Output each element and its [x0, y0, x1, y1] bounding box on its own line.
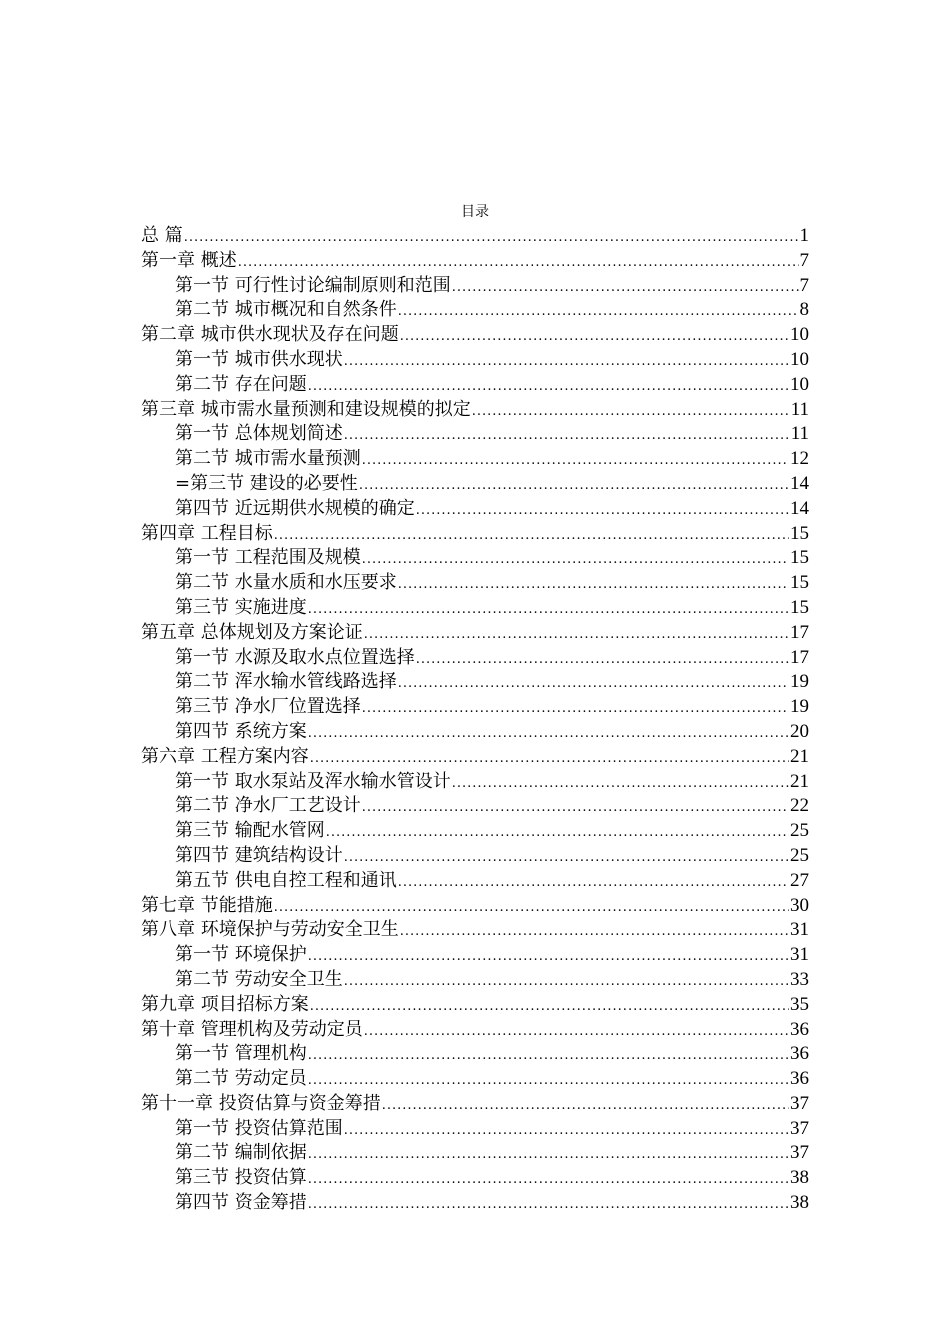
toc-entry[interactable] — [141, 348, 809, 373]
toc-entry[interactable] — [141, 993, 809, 1018]
toc-dot-leader — [452, 276, 799, 299]
toc-entry[interactable] — [141, 571, 809, 596]
toc-entry-title: 第一节 工程范围及规模 — [175, 547, 361, 569]
toc-entry[interactable] — [141, 249, 809, 274]
toc-entry[interactable] — [141, 1018, 809, 1043]
toc-entry-title: 第三章 城市需水量预测和建设规模的拟定 — [141, 398, 471, 420]
toc-dot-leader — [452, 772, 789, 795]
toc-entry-page-number: 35 — [790, 993, 809, 1015]
toc-entry-page-number: 10 — [790, 373, 809, 395]
toc-dot-leader — [362, 548, 789, 571]
toc-entry-page-number: 15 — [790, 596, 809, 618]
toc-dot-leader — [308, 945, 789, 968]
toc-entry-title: 第二节 城市概况和自然条件 — [175, 299, 397, 321]
toc-dot-leader — [362, 697, 789, 720]
toc-entry-page-number: 25 — [790, 820, 809, 842]
toc-entry-title: 第一节 环境保护 — [175, 944, 307, 966]
toc-entry[interactable] — [141, 720, 809, 745]
toc-entry-page-number: 21 — [790, 770, 809, 792]
toc-dot-leader — [308, 598, 789, 621]
toc-entry[interactable] — [141, 298, 809, 323]
toc-dot-leader — [472, 400, 790, 423]
toc-entry-page-number: 7 — [799, 249, 809, 271]
toc-entry-page-number: 7 — [799, 274, 809, 296]
toc-entry-title: 第四节 资金筹措 — [175, 1192, 307, 1214]
toc-dot-leader — [398, 672, 789, 695]
toc-entry-page-number: 25 — [790, 844, 809, 866]
toc-entry-title: 第七章 节能措施 — [141, 894, 273, 916]
toc-entry[interactable] — [141, 943, 809, 968]
toc-entry-page-number: 17 — [790, 621, 809, 643]
toc-entry-title: 第二节 劳动定员 — [175, 1068, 307, 1090]
toc-entry[interactable] — [141, 794, 809, 819]
toc-dot-leader — [362, 796, 789, 819]
toc-entry[interactable] — [141, 695, 809, 720]
toc-entry-title: 第四章 工程目标 — [141, 522, 273, 544]
toc-entry[interactable] — [141, 918, 809, 943]
toc-entry[interactable] — [141, 1141, 809, 1166]
toc-dot-leader — [416, 648, 789, 671]
toc-entry-title: 第二节 存在问题 — [175, 373, 307, 395]
toc-dot-leader — [308, 1143, 789, 1166]
toc-entry-page-number: 36 — [790, 1018, 809, 1040]
toc-dot-leader — [308, 1044, 789, 1067]
toc-entry[interactable] — [141, 224, 809, 249]
toc-title: 目录 — [461, 204, 489, 220]
toc-entry-title: 第一章 概述 — [141, 249, 237, 271]
toc-dot-leader — [359, 474, 789, 497]
toc-entry[interactable] — [141, 1191, 809, 1216]
toc-entry-title: 第二节 编制依据 — [175, 1142, 307, 1164]
toc-entry[interactable] — [141, 621, 809, 646]
toc-dot-leader — [310, 995, 789, 1018]
toc-dot-leader — [382, 1094, 789, 1117]
toc-entry-title: 第三节 实施进度 — [175, 596, 307, 618]
toc-entry-page-number: 10 — [790, 324, 809, 346]
toc-entry-title: 第三节 输配水管网 — [175, 820, 325, 842]
toc-entry-page-number: 19 — [790, 671, 809, 693]
toc-entry-title: 第四节 系统方案 — [175, 720, 307, 742]
toc-entry-page-number: 11 — [790, 398, 809, 420]
toc-entry[interactable] — [141, 497, 809, 522]
toc-entry-title: 第一节 取水泵站及浑水输水管设计 — [175, 770, 451, 792]
toc-entry-page-number: 33 — [790, 968, 809, 990]
toc-entry-title: 第四节 近远期供水规模的确定 — [175, 497, 415, 519]
toc-entry-page-number: 10 — [790, 348, 809, 370]
toc-dot-leader — [364, 623, 789, 646]
toc-entry-page-number: 37 — [790, 1117, 809, 1139]
toc-entry-page-number: 12 — [790, 448, 809, 470]
toc-dot-leader — [326, 821, 789, 844]
toc-entry-page-number: 19 — [790, 696, 809, 718]
toc-entry[interactable] — [141, 770, 809, 795]
toc-entry-title: 第一节 管理机构 — [175, 1043, 307, 1065]
toc-entry-title: 第一节 总体规划简述 — [175, 423, 343, 445]
toc-dot-leader — [308, 1168, 789, 1191]
toc-entry-title: 第三节 净水厂位置选择 — [175, 696, 361, 718]
toc-dot-leader — [274, 896, 789, 919]
toc-entry-title: 第二节 劳动安全卫生 — [175, 968, 343, 990]
toc-list — [141, 224, 809, 1216]
toc-entry[interactable] — [141, 447, 809, 472]
toc-entry-page-number: 17 — [790, 646, 809, 668]
toc-dot-leader — [308, 1193, 789, 1216]
toc-entry-title: 第二章 城市供水现状及存在问题 — [141, 324, 399, 346]
toc-entry[interactable] — [141, 670, 809, 695]
toc-dot-leader — [400, 920, 789, 943]
toc-entry-page-number: 15 — [790, 547, 809, 569]
toc-entry-page-number: 8 — [799, 299, 809, 321]
toc-dot-leader — [398, 300, 799, 323]
toc-dot-leader — [416, 499, 789, 522]
toc-entry-page-number: 36 — [790, 1043, 809, 1065]
toc-entry-title: 第六章 工程方案内容 — [141, 745, 309, 767]
toc-entry-title: 第二节 浑水输水管线路选择 — [175, 671, 397, 693]
toc-entry-title: 第二节 净水厂工艺设计 — [175, 795, 361, 817]
toc-dot-leader — [310, 747, 789, 770]
toc-entry[interactable] — [141, 373, 809, 398]
toc-entry[interactable] — [141, 596, 809, 621]
toc-dot-leader — [238, 251, 799, 274]
toc-entry[interactable] — [141, 745, 809, 770]
toc-entry-title: 第五章 总体规划及方案论证 — [141, 621, 363, 643]
toc-entry[interactable] — [141, 472, 809, 497]
toc-dot-leader — [184, 226, 799, 249]
toc-entry-page-number: 38 — [790, 1192, 809, 1214]
toc-entry-page-number: 37 — [790, 1142, 809, 1164]
toc-entry-title: 第十一章 投资估算与资金筹措 — [141, 1092, 381, 1114]
toc-entry-title: 第九章 项目招标方案 — [141, 993, 309, 1015]
toc-entry-page-number: 20 — [790, 720, 809, 742]
toc-entry-page-number: 38 — [790, 1167, 809, 1189]
toc-dot-leader — [362, 449, 789, 472]
toc-dot-leader — [344, 970, 789, 993]
toc-dot-leader — [364, 1020, 789, 1043]
toc-entry[interactable] — [141, 398, 809, 423]
toc-entry-title: 总 篇 — [141, 225, 183, 246]
toc-dot-leader — [308, 375, 789, 398]
toc-dot-leader — [344, 846, 789, 869]
toc-entry[interactable] — [141, 522, 809, 547]
toc-entry-title: =第三节 建设的必要性 — [175, 472, 358, 494]
toc-entry[interactable] — [141, 819, 809, 844]
toc-entry[interactable] — [141, 274, 809, 299]
toc-dot-leader — [308, 1069, 789, 1092]
toc-dot-leader — [344, 424, 790, 447]
toc-entry-page-number: 21 — [790, 745, 809, 767]
toc-entry-title: 第一节 可行性讨论编制原则和范围 — [175, 274, 451, 296]
toc-entry[interactable] — [141, 1166, 809, 1191]
toc-entry-page-number: 14 — [790, 472, 809, 494]
toc-entry[interactable] — [141, 422, 809, 447]
toc-entry-title: 第三节 投资估算 — [175, 1167, 307, 1189]
toc-entry[interactable] — [141, 323, 809, 348]
toc-entry[interactable] — [141, 1042, 809, 1067]
toc-dot-leader — [398, 871, 789, 894]
toc-entry-title: 第二节 城市需水量预测 — [175, 448, 361, 470]
toc-entry-page-number: 11 — [790, 423, 809, 445]
toc-entry-title: 第八章 环境保护与劳动安全卫生 — [141, 919, 399, 941]
toc-entry[interactable] — [141, 844, 809, 869]
toc-entry-title: 第二节 水量水质和水压要求 — [175, 572, 397, 594]
toc-entry-page-number: 22 — [790, 795, 809, 817]
toc-entry-title: 第一节 投资估算范围 — [175, 1117, 343, 1139]
toc-entry-page-number: 1 — [799, 225, 809, 246]
toc-entry-page-number: 37 — [790, 1092, 809, 1114]
toc-entry-title: 第四节 建筑结构设计 — [175, 844, 343, 866]
toc-entry-page-number: 14 — [790, 497, 809, 519]
toc-entry-title: 第五节 供电自控工程和通讯 — [175, 869, 397, 891]
toc-dot-leader — [308, 722, 789, 745]
toc-entry[interactable] — [141, 1092, 809, 1117]
toc-entry-page-number: 36 — [790, 1068, 809, 1090]
toc-entry-title: 第一节 水源及取水点位置选择 — [175, 646, 415, 668]
toc-entry-page-number: 27 — [790, 869, 809, 891]
toc-entry-page-number: 15 — [790, 522, 809, 544]
toc-entry[interactable] — [141, 646, 809, 671]
toc-dot-leader — [274, 524, 789, 547]
toc-entry-title: 第一节 城市供水现状 — [175, 348, 343, 370]
toc-entry-title: 第十章 管理机构及劳动定员 — [141, 1018, 363, 1040]
toc-dot-leader — [344, 1119, 789, 1142]
toc-entry-page-number: 31 — [790, 944, 809, 966]
toc-entry-page-number: 31 — [790, 919, 809, 941]
toc-entry-page-number: 30 — [790, 894, 809, 916]
toc-dot-leader — [344, 350, 789, 373]
toc-dot-leader — [398, 573, 789, 596]
toc-entry[interactable] — [141, 1067, 809, 1092]
toc-entry[interactable] — [141, 968, 809, 993]
toc-entry-page-number: 15 — [790, 572, 809, 594]
toc-entry[interactable] — [141, 1117, 809, 1142]
toc-dot-leader — [400, 325, 789, 348]
toc-entry[interactable] — [141, 894, 809, 919]
toc-entry[interactable] — [141, 869, 809, 894]
toc-entry[interactable] — [141, 546, 809, 571]
